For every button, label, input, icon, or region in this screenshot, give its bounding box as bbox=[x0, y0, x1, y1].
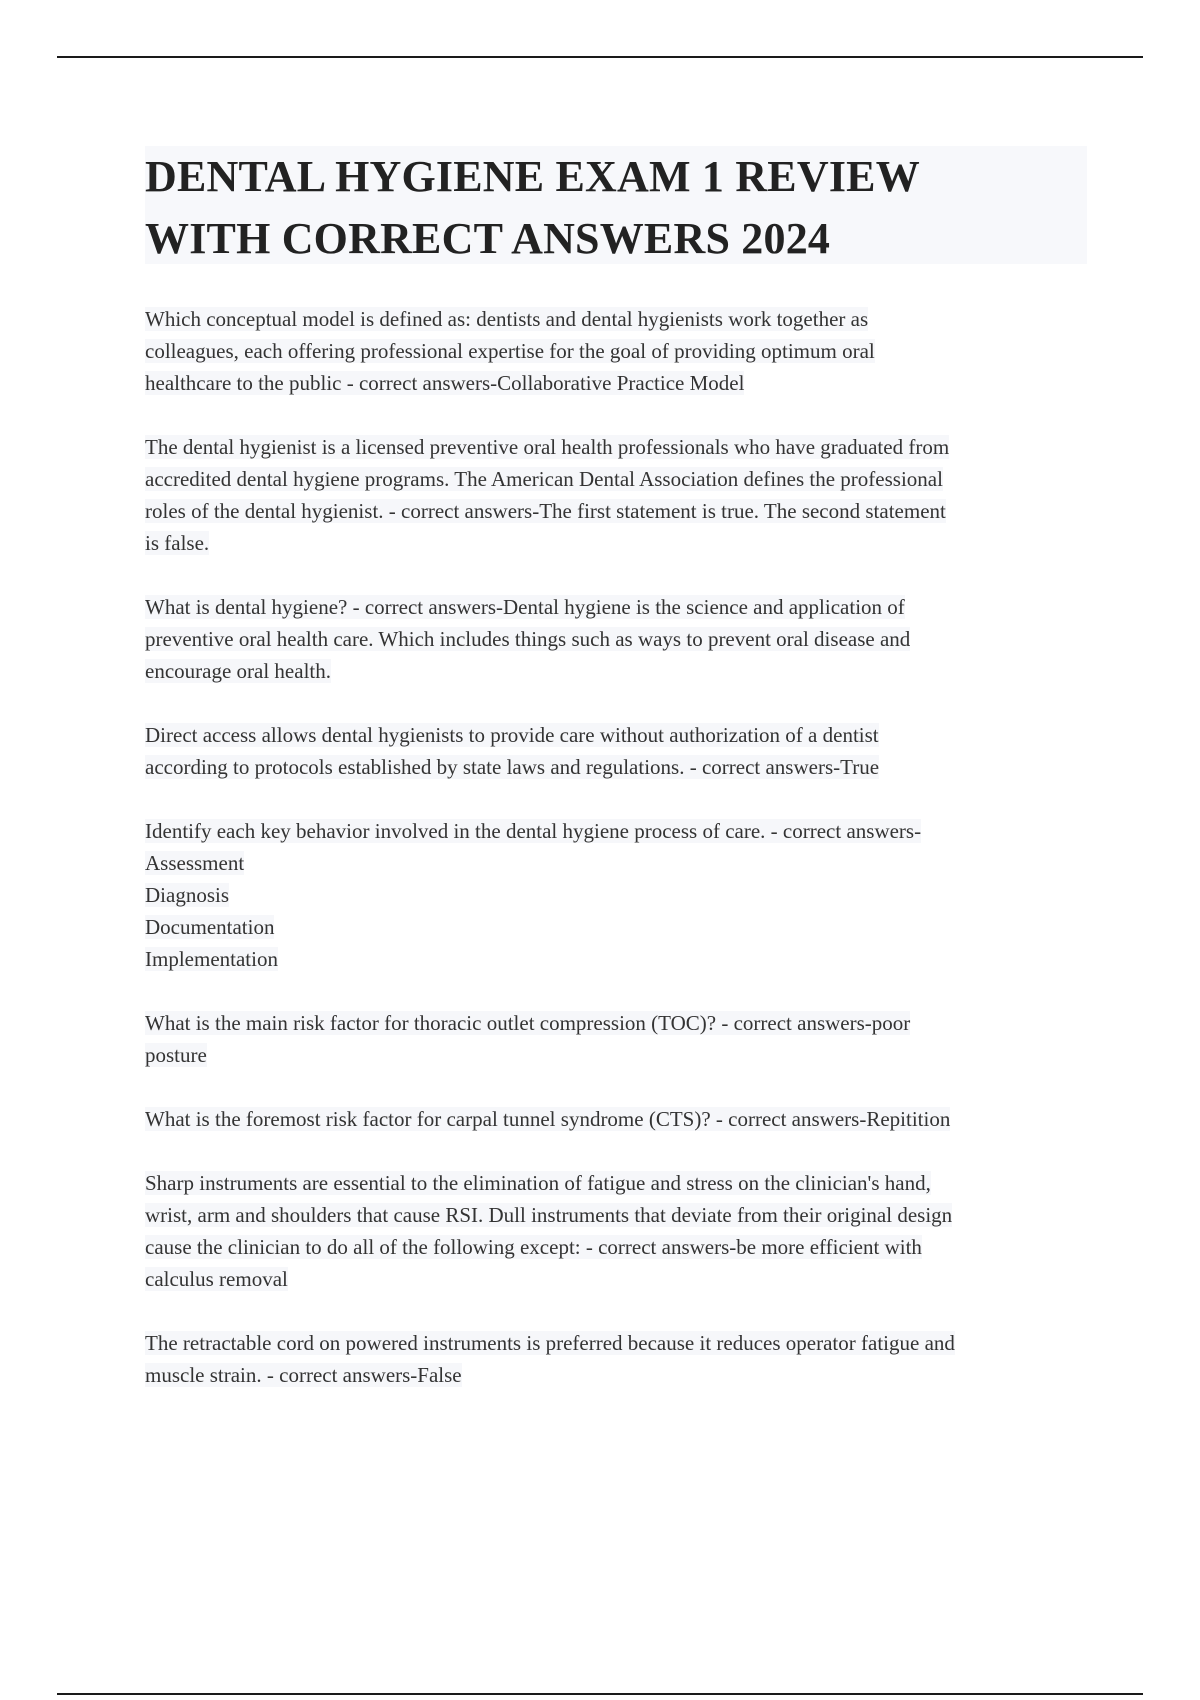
qa-item bbox=[145, 1103, 1085, 1135]
qa-item bbox=[145, 431, 1085, 559]
title-block bbox=[145, 146, 1087, 264]
text-line: Direct access allows dental hygienists to provide care without authorization of a dentist bbox=[145, 723, 879, 747]
text-line: is false. bbox=[145, 531, 210, 555]
text-line: cause the clinician to do all of the following except: - correct answers-be more efficient with bbox=[145, 1235, 922, 1259]
text-line: calculus removal bbox=[145, 1267, 288, 1291]
text-line: roles of the dental hygienist. - correct answers-The first statement is true. The second statement bbox=[145, 499, 946, 523]
qa-item bbox=[145, 303, 1085, 399]
text-line: Assessment bbox=[145, 851, 245, 875]
top-rule bbox=[57, 56, 1143, 58]
title-line: DENTAL HYGIENE EXAM 1 REVIEW bbox=[145, 152, 920, 201]
text-line: healthcare to the public - correct answers-Collaborative Practice Model bbox=[145, 371, 745, 395]
text-line: The dental hygienist is a licensed preventive oral health professionals who have graduated from bbox=[145, 435, 950, 459]
text-line: Documentation bbox=[145, 915, 275, 939]
text-line: according to protocols established by state laws and regulations. - correct answers-True bbox=[145, 755, 880, 779]
qa-item bbox=[145, 1007, 1085, 1071]
text-line: Which conceptual model is defined as: dentists and dental hygienists work together as bbox=[145, 307, 869, 331]
qa-list bbox=[145, 303, 1085, 1423]
text-line: preventive oral health care. Which includes things such as ways to prevent oral disease and bbox=[145, 627, 911, 651]
text-line: wrist, arm and shoulders that cause RSI. Dull instruments that deviate from their original design bbox=[145, 1203, 953, 1227]
text-line: What is dental hygiene? - correct answers-Dental hygiene is the science and application of bbox=[145, 595, 905, 619]
qa-item bbox=[145, 591, 1085, 687]
text-line: What is the main risk factor for thoracic outlet compression (TOC)? - correct answers-poor bbox=[145, 1011, 911, 1035]
bottom-rule bbox=[57, 1693, 1143, 1695]
text-line: The retractable cord on powered instruments is preferred because it reduces operator fatigue and bbox=[145, 1331, 955, 1355]
text-line: encourage oral health. bbox=[145, 659, 331, 683]
title-line: WITH CORRECT ANSWERS 2024 bbox=[145, 214, 831, 263]
text-line: accredited dental hygiene programs. The American Dental Association defines the professional bbox=[145, 467, 943, 491]
text-line: Identify each key behavior involved in the dental hygiene process of care. - correct answers- bbox=[145, 819, 922, 843]
text-line: Diagnosis bbox=[145, 883, 229, 907]
text-line: Implementation bbox=[145, 947, 278, 971]
text-line: Sharp instruments are essential to the elimination of fatigue and stress on the clinician's hand, bbox=[145, 1171, 931, 1195]
text-line: posture bbox=[145, 1043, 207, 1067]
text-line: What is the foremost risk factor for carpal tunnel syndrome (CTS)? - correct answers-Repitition bbox=[145, 1107, 951, 1131]
qa-item bbox=[145, 719, 1085, 783]
text-line: muscle strain. - correct answers-False bbox=[145, 1363, 462, 1387]
text-line: colleagues, each offering professional expertise for the goal of providing optimum oral bbox=[145, 339, 875, 363]
qa-item bbox=[145, 1167, 1085, 1295]
qa-item bbox=[145, 1327, 1085, 1391]
qa-item bbox=[145, 815, 1085, 975]
page-title bbox=[145, 146, 1087, 270]
